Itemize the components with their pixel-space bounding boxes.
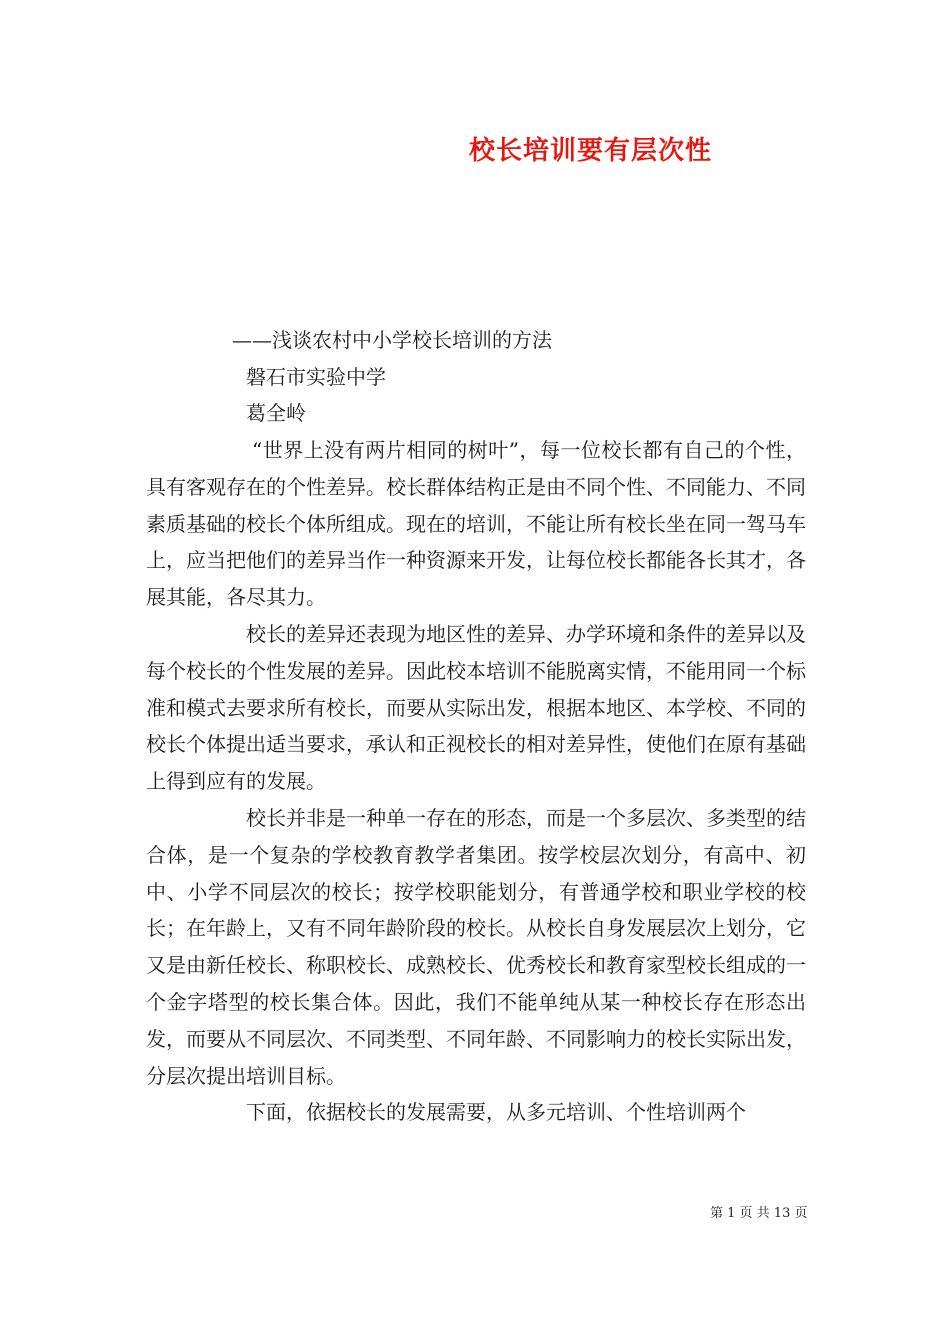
author-name: 葛全岭	[246, 401, 306, 425]
body-paragraph: 校长并非是一种单一存在的形态，而是一个多层次、多类型的结合体，是一个复杂的学校教育教学者集团。按学校层次划分，有高中、初中、小学不同层次的校长；按学校职能划分，有普通学校和职业学校的校长；在年龄上，又有不同年龄阶段的校长。从校长自身发展层次上划分，它又是由新任校长、称职校长、成熟校长、优秀校长和教育家型校长组成的一个金字塔型的校长集合体。因此，我们不能单纯从某一种校长存在形态出发，而要从不同层次、不同类型、不同年龄、不同影响力的校长实际出发，分层次提出培训目标。	[146, 805, 806, 1088]
body-paragraph: 下面，依据校长的发展需要，从多元培训、个性培训两个	[246, 1100, 746, 1125]
school-name: 磐石市实验中学	[246, 365, 386, 389]
page-number-footer: 第 1 页 共 13 页	[710, 1206, 808, 1221]
document-body	[146, 432, 806, 1131]
body-paragraph: 校长的差异还表现为地区性的差异、办学环境和条件的差异以及每个校长的个性发展的差异。因此校本培训不能脱离实情，不能用同一个标准和模式去要求所有校长，而要从实际出发，根据本地区、本学校、不同的校长个体提出适当要求，承认和正视校长的相对差异性，使他们在原有基础上得到应有的发展。	[146, 621, 806, 794]
body-paragraph: “世界上没有两片相同的树叶”，每一位校长都有自己的个性，具有客观存在的个性差异。校长群体结构正是由不同个性、不同能力、不同素质基础的校长个体所组成。现在的培训，不能让所有校长坐在同一驾马车上，应当把他们的差异当作一种资源来开发，让每位校长都能各长其才，各展其能，各尽其力。	[146, 438, 806, 610]
document-subtitle: ——浅谈农村中小学校长培训的方法	[232, 328, 552, 352]
document-title: 校长培训要有层次性	[469, 136, 713, 166]
